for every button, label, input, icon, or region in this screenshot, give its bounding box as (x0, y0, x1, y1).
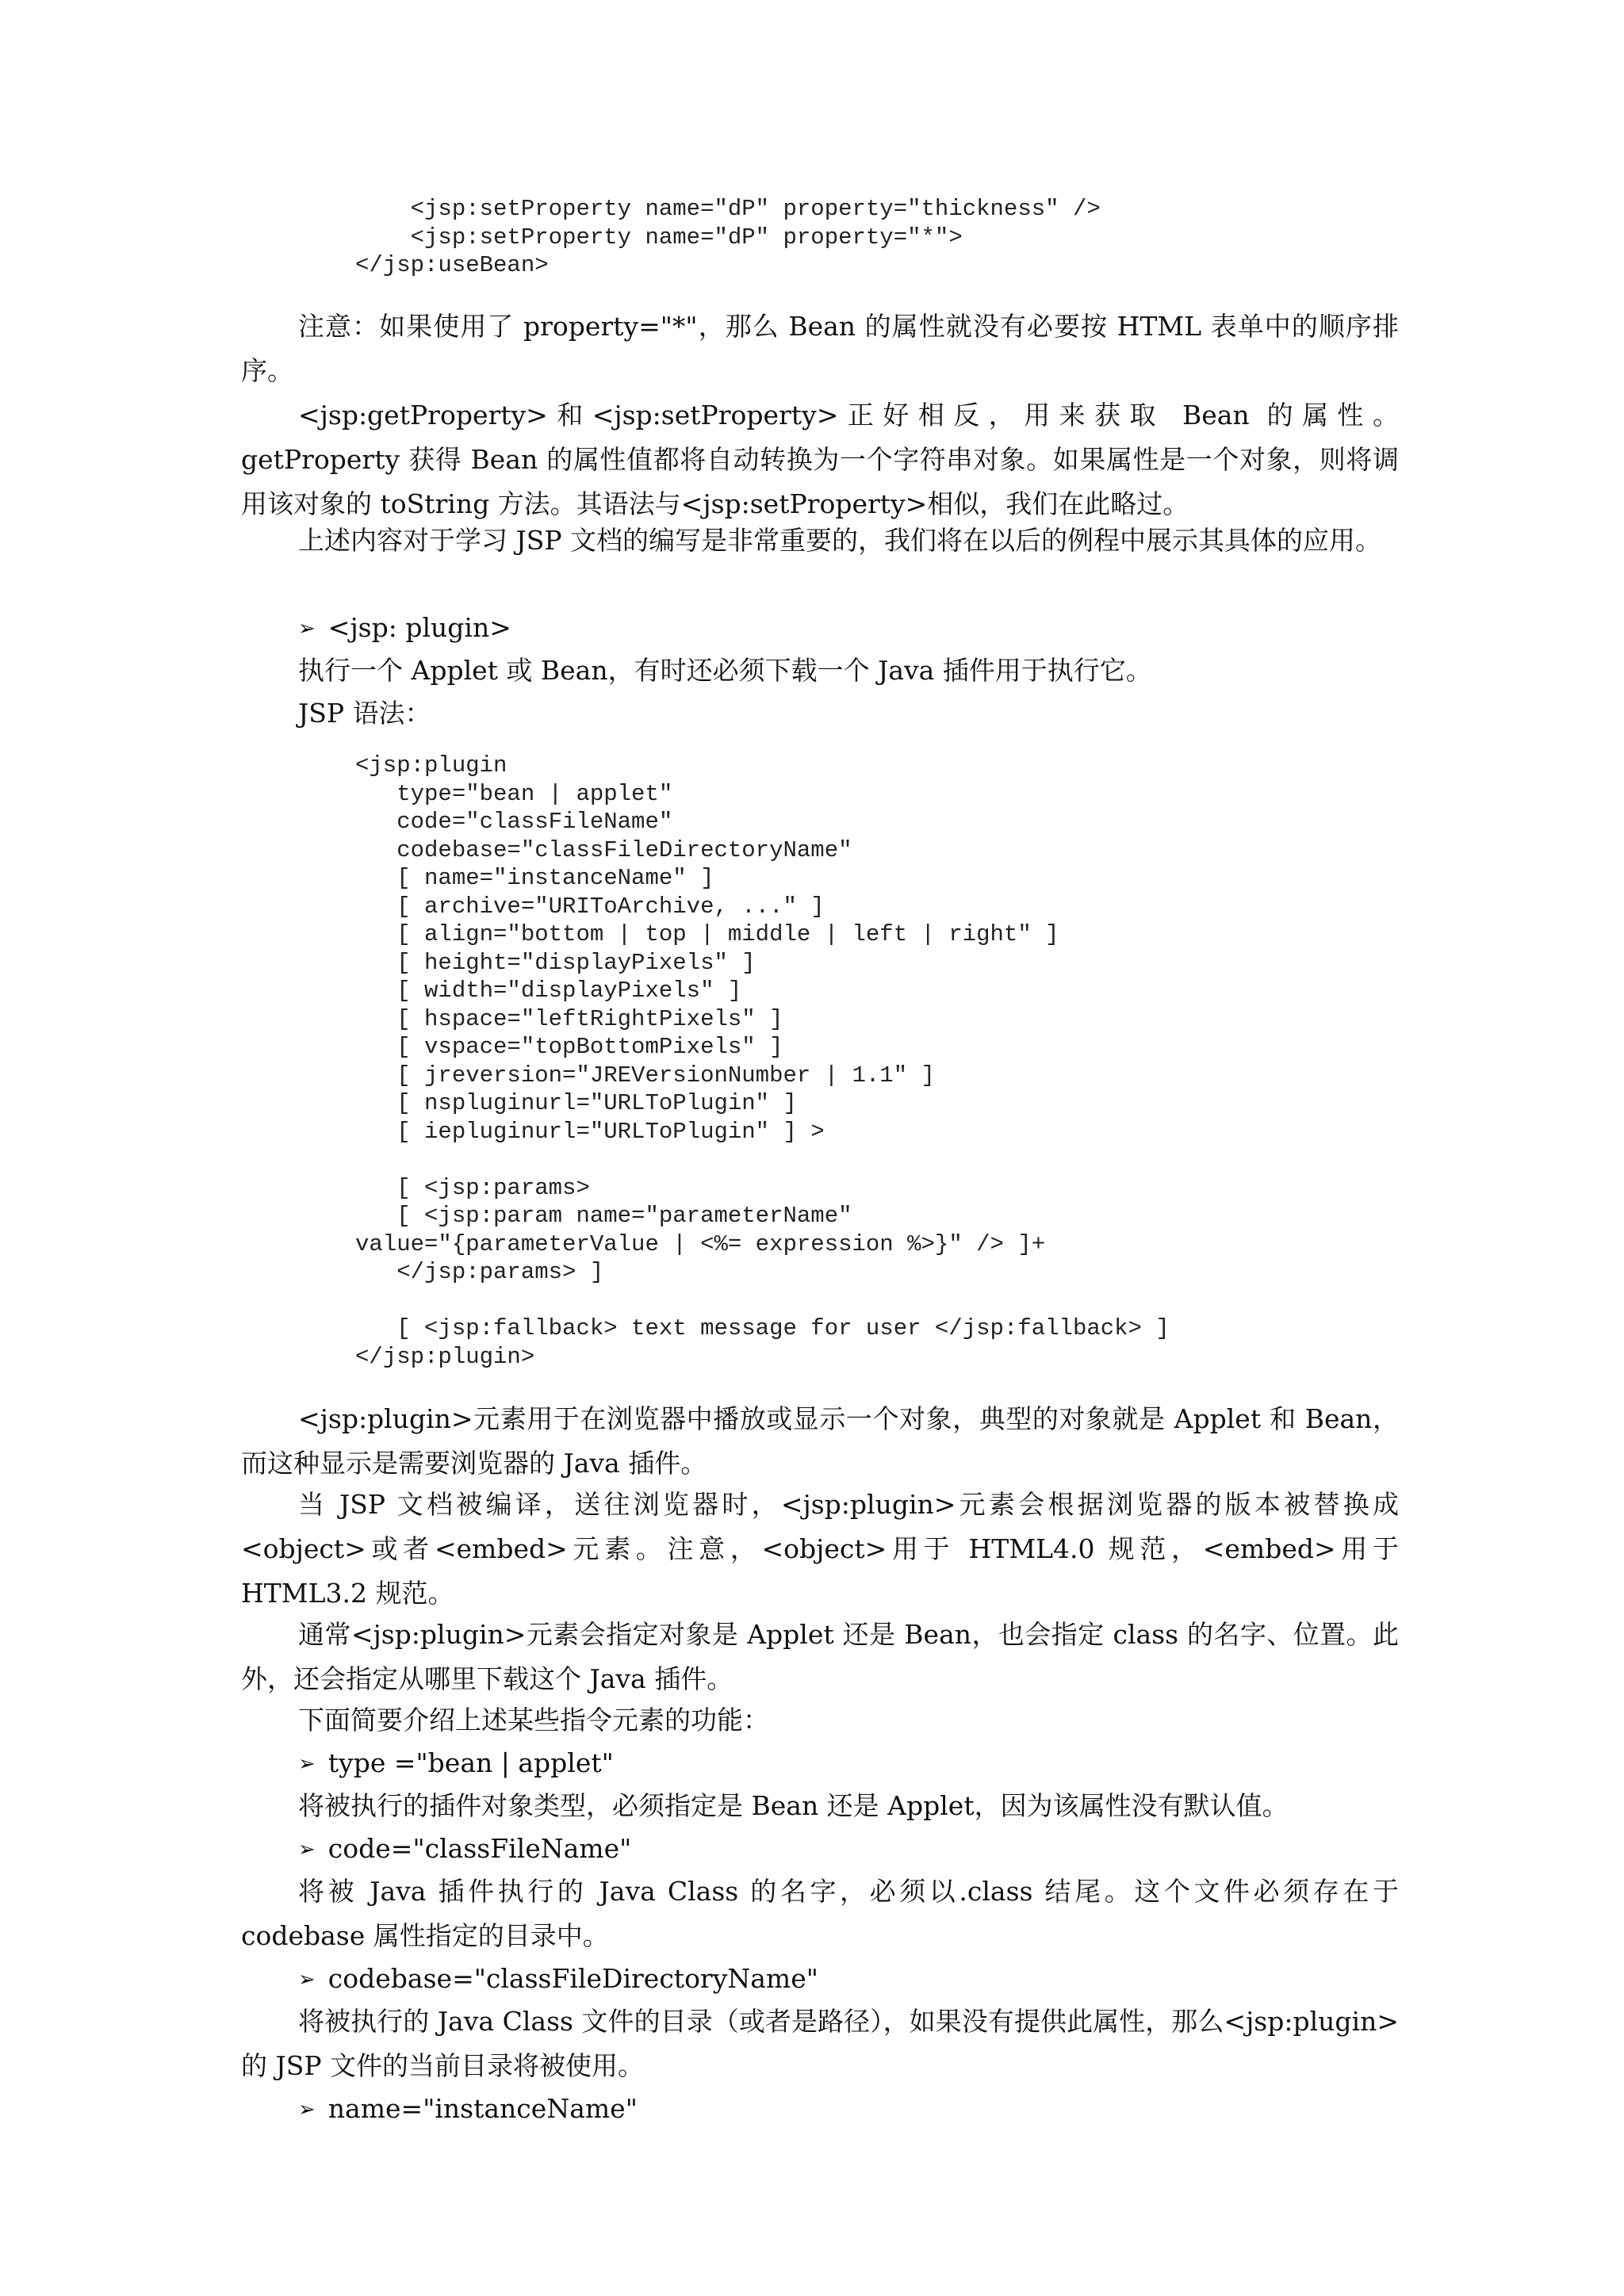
code-line: [ vspace="topBottomPixels" ] (355, 1034, 783, 1060)
paragraph-note-property: 注意：如果使用了 property="*"，那么 Bean 的属性就没有必要按 HTML 表单中的顺序排序。 (241, 311, 1399, 386)
code-block-plugin-syntax (355, 752, 1170, 1371)
code-line: codebase="classFileDirectoryName" (355, 836, 852, 863)
paragraph-plugin-desc: 执行一个 Applet 或 Bean，有时还必须下载一个 Java 插件用于执行它。 (298, 655, 1152, 686)
code-line: type="bean | applet" (355, 780, 673, 807)
code-line: </jsp:useBean> (355, 252, 549, 278)
paragraph-getproperty: <jsp:getProperty>和<jsp:setProperty>正好相反，用来获取 Bean 的属性。getProperty 获得 Bean 的属性值都将自动转换为一个字符串对象。如果属性是一个对象，则将调用该对象的 toString 方法。其语法与<jsp:setProperty>相似，我们在此略过。 (241, 400, 1399, 519)
paragraph-plugin-element: <jsp:plugin>元素用于在浏览器中播放或显示一个对象，典型的对象就是 Applet 和 Bean，而这种显示是需要浏览器的 Java 插件。 (241, 1403, 1399, 1479)
paragraph-intro-functions: 下面简要介绍上述某些指令元素的功能： (298, 1705, 769, 1735)
code-line: [ <jsp:params> (355, 1174, 590, 1201)
code-line: code="classFileName" (355, 809, 673, 835)
code-line: <jsp:setProperty name="dP" property="thickness" /> (355, 196, 1101, 222)
code-line: </jsp:plugin> (355, 1343, 535, 1370)
bullet-type (298, 1741, 614, 1788)
arrow-bullet-icon: ➢ (298, 1838, 316, 1862)
paragraph-jsp-syntax: JSP 语法： (298, 698, 431, 729)
code-line: </jsp:params> ] (355, 1259, 604, 1285)
paragraph-usually: 通常<jsp:plugin>元素会指定对象是 Applet 还是 Bean，也会指定 class 的名字、位置。此外，还会指定从哪里下载这个 Java 插件。 (241, 1619, 1399, 1694)
code-block-setproperty (355, 195, 1101, 280)
code-line (355, 1287, 1170, 1315)
code-line: [ archive="URIToArchive, ..." ] (355, 893, 825, 920)
code-line: [ width="displayPixels" ] (355, 978, 742, 1004)
code-line: value="{parameterValue | <%= expression %>}" /> ]+ (355, 1230, 1046, 1257)
arrow-bullet-icon: ➢ (298, 617, 316, 641)
code-line: [ align="bottom | top | middle | left | right" ] (355, 921, 1059, 947)
code-line: [ <jsp:param name="parameterName" (355, 1203, 852, 1229)
arrow-bullet-icon: ➢ (298, 1968, 316, 1992)
bullet-label: name="instanceName" (327, 2093, 638, 2124)
code-line: [ jreversion="JREVersionNumber | 1.1" ] (355, 1062, 935, 1089)
code-line: <jsp:setProperty name="dP" property="*"> (355, 224, 963, 251)
arrow-bullet-icon: ➢ (298, 1752, 316, 1776)
bullet-label: codebase="classFileDirectoryName" (327, 1963, 818, 1994)
bullet-code (298, 1827, 631, 1873)
bullet-codebase (298, 1957, 818, 2003)
code-line: [ <jsp:fallback> text message for user </jsp:fallback> ] (355, 1315, 1170, 1341)
arrow-bullet-icon: ➢ (298, 2098, 316, 2122)
bullet-label: code="classFileName" (327, 1833, 632, 1864)
code-line: [ hspace="leftRightPixels" ] (355, 1005, 783, 1032)
code-line (355, 1146, 1170, 1174)
paragraph-code-desc: 将被 Java 插件执行的 Java Class 的名字，必须以.class 结尾。这个文件必须存在于 codebase 属性指定的目录中。 (241, 1876, 1399, 1951)
bullet-jsp-plugin (298, 606, 511, 652)
code-line: <jsp:plugin (355, 752, 508, 779)
bullet-label: <jsp: plugin> (327, 612, 511, 643)
paragraph-type-desc: 将被执行的插件对象类型，必须指定是 Bean 还是 Applet，因为该属性没有默认值。 (298, 1790, 1289, 1821)
code-line: [ height="displayPixels" ] (355, 949, 756, 976)
bullet-name (298, 2087, 638, 2133)
paragraph-importance: 上述内容对于学习 JSP 文档的编写是非常重要的，我们将在以后的例程中展示其具体的应用。 (298, 525, 1382, 556)
code-line: [ nspluginurl="URLToPlugin" ] (355, 1090, 797, 1116)
code-line: [ iepluginurl="URLToPlugin" ] > (355, 1118, 825, 1145)
code-line: [ name="instanceName" ] (355, 865, 714, 891)
paragraph-codebase-desc: 将被执行的 Java Class 文件的目录（或者是路径），如果没有提供此属性，那么<jsp:plugin>的 JSP 文件的当前目录将被使用。 (241, 2006, 1399, 2081)
bullet-label: type ="bean | applet" (327, 1747, 614, 1778)
paragraph-compile: 当 JSP 文档被编译，送往浏览器时，<jsp:plugin>元素会根据浏览器的版本被替换成<object>或者<embed>元素。注意，<object>用于 HTML4.0 规范，<embed>用于 HTML3.2 规范。 (241, 1489, 1399, 1609)
